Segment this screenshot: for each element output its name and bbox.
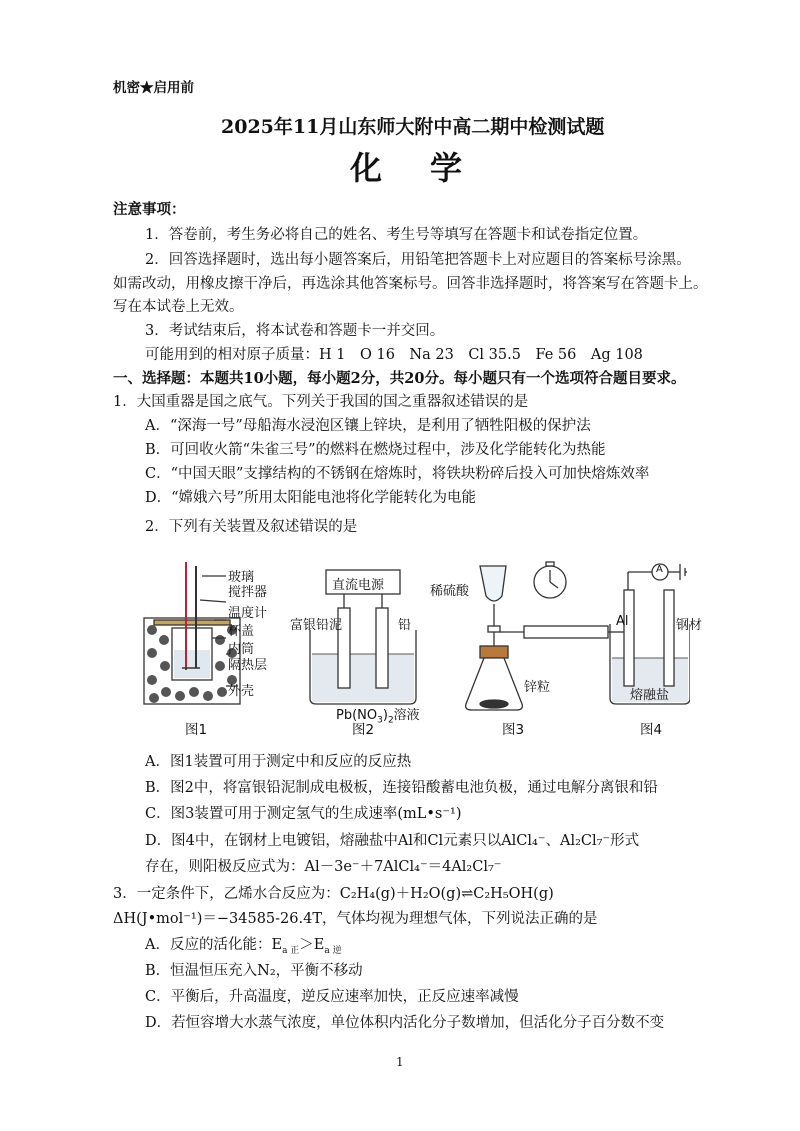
fig4-left-electrode-label: Al [616, 614, 629, 629]
fig1-label-stirrer: 搅拌器 [228, 585, 268, 600]
fig1-label-lid: 杯盖 [228, 624, 255, 639]
secret-label: 机密★启用前 [113, 80, 194, 96]
fig2-solution-label: $Pb(NO_3)_2$溶液 [336, 708, 420, 726]
fig4-electroplating [610, 564, 690, 704]
fig1-label-inner-cup: 内筒 [228, 642, 255, 657]
q2-option-a: A．图1装置可用于测定中和反应的反应热 [145, 754, 412, 770]
fig1-label-thermometer: 温度计 [228, 606, 268, 621]
notice-heading: 注意事项： [113, 201, 186, 218]
notice-item-1: 1．答卷前，考生务必将自己的姓名、考生号等填写在答题卡和试卷指定位置。 [145, 227, 648, 243]
fig4-salt-label: 熔融盐 [630, 688, 670, 703]
subject-title [350, 149, 465, 187]
subject-char-2: 学 [430, 149, 465, 187]
q2-option-d-cont: 存在，则阳极反应式为：Al－3e⁻＋7AlCl₄⁻＝4Al₂Cl₇⁻ [145, 859, 502, 875]
fig3-acid-label: 稀硫酸 [430, 584, 470, 599]
fig1-caption: 图1 [185, 722, 208, 738]
atomic-masses: 可能用到的相对原子质量：H 1 O 16 Na 23 Cl 35.5 Fe 56 Ag 108 [145, 347, 643, 363]
q3-option-d: D．若恒容增大水蒸气浓度，单位体积内活化分子数增加，但活化分子百分数不变 [145, 1015, 665, 1031]
q3-option-a: A．反应的活化能：$E_{a 正}>E_{a 逆}$ [145, 937, 342, 956]
fig2-caption: 图2 [352, 722, 375, 738]
fig1-label-glass: 玻璃 [228, 570, 255, 585]
notice-item-2: 2．回答选择题时，选出每小题答案后，用铅笔把答题卡上对应题目的答案标号涂黑。 [145, 252, 691, 268]
fig2-right-electrode-label: 铅 [398, 618, 412, 633]
fig1-label-shell: 外壳 [228, 684, 255, 699]
fig3-caption: 图3 [502, 722, 525, 738]
q1-option-b: B．可回收火箭“朱雀三号”的燃料在燃烧过程中，涉及化学能转化为热能 [145, 442, 606, 458]
page-number: 1 [396, 1055, 404, 1069]
q2-stem: 2．下列有关装置及叙述错误的是 [145, 519, 358, 535]
q2-option-c: C．图3装置可用于测定氢气的生成速率(mL•s⁻¹) [145, 806, 462, 822]
q3-option-b: B．恒温恒压充入N₂，平衡不移动 [145, 963, 363, 979]
q2-option-d: D．图4中，在钢材上电镀铝，熔融盐中Al和Cl元素只以AlCl₄⁻、Al₂Cl₇⁻形式 [145, 833, 640, 849]
subject-char-1: 化 [350, 149, 385, 187]
notice-item-3: 3．考试结束后，将本试卷和答题卡一并交回。 [145, 323, 445, 339]
q2-figures [130, 558, 703, 748]
section-heading: 一、选择题：本题共10小题，每小题2分，共20分。每小题只有一个选项符合题目要求。 [113, 370, 686, 387]
notice-item-2-end: 写在本试卷上无效。 [113, 299, 244, 315]
q2-option-b: B．图2中，将富银铅泥制成电极板，连接铅酸蓄电池负极，通过电解分离银和铅 [145, 780, 658, 796]
fig1-label-insulation: 隔热层 [228, 658, 268, 673]
notice-item-2-cont: 如需改动，用橡皮擦干净后，再选涂其他答案标号。回答非选择题时，将答案写在答题卡上。 [113, 276, 708, 292]
fig4-caption: 图4 [640, 722, 663, 738]
fig2-power-label: 直流电源 [332, 578, 385, 593]
fig4-right-electrode-label: 钢材 [676, 618, 703, 633]
fig1-calorimeter [144, 562, 240, 704]
fig2-left-electrode-label: 富银铅泥 [290, 618, 343, 633]
q3-stem-cont: ΔH(J•mol⁻¹)＝−34585-26.4T，气体均视为理想气体，下列说法正确的是 [113, 911, 598, 927]
exam-title: 2025年11月山东师大附中高二期中检测试题 [221, 116, 605, 138]
q3-option-c: C．平衡后，升高温度，逆反应速率加快，正反应速率减慢 [145, 989, 519, 1005]
q1-option-c: C．“中国天眼”支撑结构的不锈钢在熔炼时，将铁块粉碎后投入可加快熔炼效率 [145, 466, 650, 482]
fig3-zinc-label: 锌粒 [524, 680, 551, 695]
q3-stem: 3．一定条件下，乙烯水合反应为：C₂H₄(g)＋H₂O(g)⇌C₂H₅OH(g) [113, 886, 554, 902]
fig4-ammeter-label: A [656, 564, 663, 575]
q1-stem: 1．大国重器是国之底气。下列关于我国的国之重器叙述错误的是 [113, 394, 529, 410]
q1-option-a: A．“深海一号”母船海水浸泡区镶上锌块，是利用了牺牲阳极的保护法 [145, 418, 591, 434]
q1-option-d: D．“嫦娥六号”所用太阳能电池将化学能转化为电能 [145, 490, 476, 506]
